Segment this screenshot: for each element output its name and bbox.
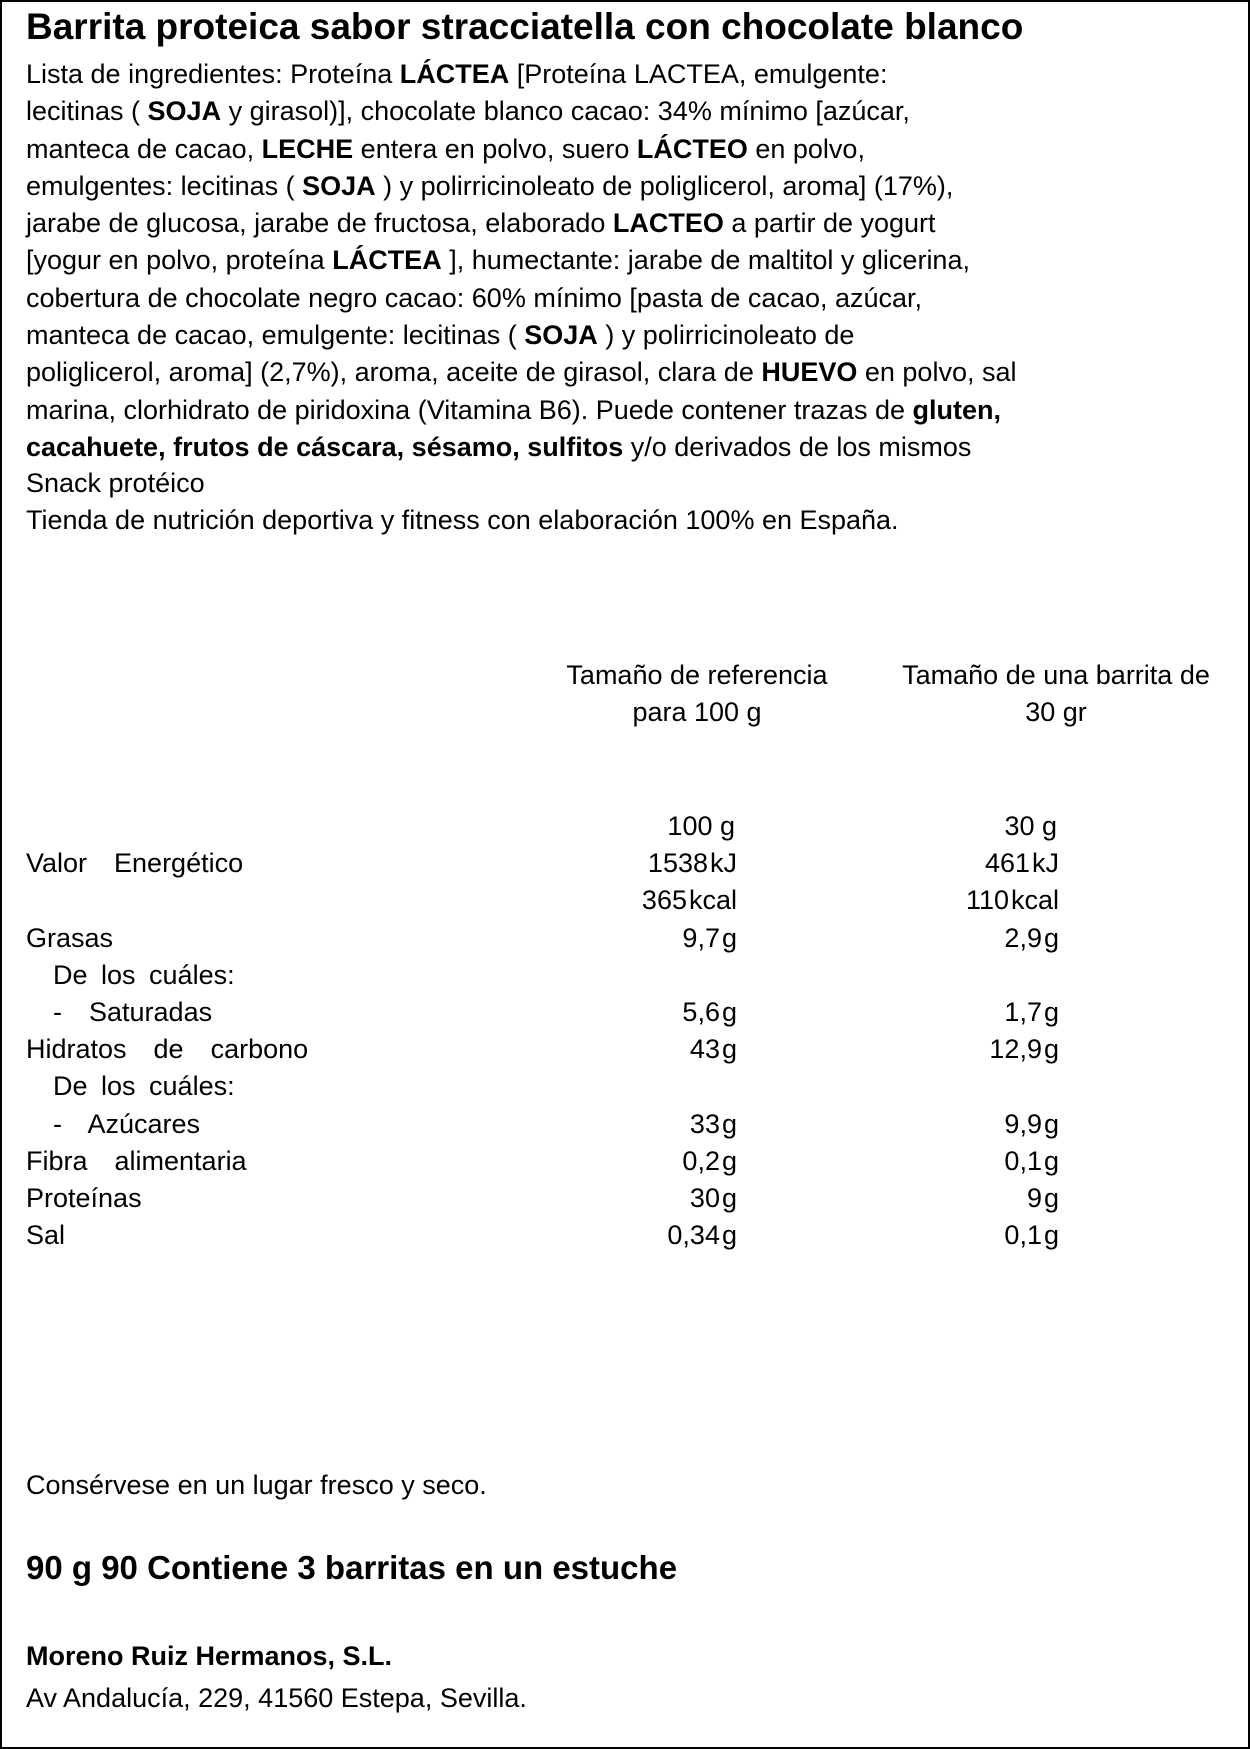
value-per-100g bbox=[690, 1180, 737, 1217]
ingredients-text: y girasol)], chocolate blanco cacao: 34% mínimo [azúcar, bbox=[221, 96, 910, 127]
ingredients-text: en polvo, sal bbox=[857, 357, 1017, 388]
nutrient-amount: 100 g bbox=[667, 811, 735, 841]
value-per-bar bbox=[1027, 1180, 1059, 1217]
nutrient-unit: g bbox=[721, 1034, 737, 1065]
package-contents: 90 g 90 Contiene 3 barritas en un estuche bbox=[26, 1549, 678, 1586]
value-per-100g bbox=[690, 1106, 737, 1143]
nutrient-unit: kcal bbox=[1010, 885, 1059, 916]
nutrient-unit: kcal bbox=[688, 885, 737, 916]
nutrient-unit: g bbox=[1043, 1108, 1059, 1139]
nutrient-label: Fibra alimentaria bbox=[26, 1145, 247, 1176]
value-per-bar bbox=[1057, 1068, 1059, 1105]
nutrient-unit: g bbox=[1043, 997, 1059, 1027]
value-per-bar bbox=[985, 845, 1059, 882]
value-per-bar bbox=[989, 1031, 1059, 1068]
ingredients-text: lecitinas ( bbox=[26, 96, 148, 127]
nutrient-unit: g bbox=[721, 1145, 737, 1176]
company-address: Av Andalucía, 229, 41560 Estepa, Sevilla. bbox=[26, 1683, 527, 1713]
nutrition-row bbox=[2, 1068, 1250, 1105]
nutrition-row bbox=[2, 920, 1250, 957]
ingredients-text: en polvo, bbox=[747, 133, 865, 164]
nutrient-amount: 0,1 bbox=[1004, 1220, 1042, 1251]
ingredients-line bbox=[26, 168, 1226, 205]
nutrient-unit: g bbox=[1043, 1145, 1059, 1176]
allergen-highlight: LACTEO bbox=[612, 208, 724, 239]
value-per-100g bbox=[642, 882, 737, 919]
allergen-highlight: gluten, bbox=[912, 394, 1001, 425]
nutrient-unit: g bbox=[1043, 1034, 1059, 1065]
nutrient-label: Hidratos de carbono bbox=[26, 1034, 309, 1065]
ingredients-line bbox=[26, 93, 1226, 130]
nutrient-amount: 1538 bbox=[647, 848, 708, 879]
nutrition-row bbox=[2, 882, 1250, 919]
nutrient-amount: 2,9 bbox=[1004, 922, 1042, 953]
value-per-100g bbox=[667, 808, 737, 845]
nutrient-unit: g bbox=[721, 922, 737, 953]
value-per-bar bbox=[1004, 920, 1059, 957]
nutrient-amount: 9,7 bbox=[682, 922, 720, 953]
ingredients-text: entera en polvo, suero bbox=[353, 133, 637, 164]
nutrition-row bbox=[2, 994, 1250, 1031]
nutrient-unit: g bbox=[721, 1183, 737, 1213]
value-per-100g bbox=[667, 1217, 737, 1254]
ingredients-line bbox=[26, 280, 1226, 317]
nutrient-unit: kJ bbox=[710, 848, 737, 879]
allergen-highlight: LECHE bbox=[261, 133, 354, 164]
value-per-100g bbox=[735, 1068, 737, 1105]
value-per-bar bbox=[1057, 957, 1059, 994]
column-header-per-100g-line1: Tamaño de referencia bbox=[566, 660, 828, 690]
nutrient-amount: 1,7 bbox=[1004, 997, 1042, 1027]
nutrient-amount: 0,2 bbox=[682, 1145, 720, 1176]
column-header-per-100g bbox=[532, 657, 862, 731]
column-header-per-bar bbox=[870, 657, 1242, 731]
nutrition-row bbox=[2, 1143, 1250, 1180]
value-per-100g bbox=[682, 994, 737, 1031]
value-per-bar bbox=[966, 882, 1059, 919]
ingredients-line bbox=[26, 205, 1226, 242]
nutrient-amount: 110 bbox=[965, 885, 1009, 916]
snack-label: Snack protéico bbox=[26, 468, 205, 498]
ingredients-text: manteca de cacao, emulgente: lecitinas ( bbox=[26, 320, 525, 351]
nutrient-unit: g bbox=[1043, 1183, 1059, 1213]
ingredients-text: ], humectante: jarabe de maltitol y glicerina, bbox=[441, 245, 970, 276]
ingredients-line bbox=[26, 429, 1226, 466]
allergen-highlight: SOJA bbox=[147, 96, 222, 127]
nutrient-unit: g bbox=[1043, 1220, 1059, 1251]
nutrient-amount: 9,9 bbox=[1004, 1108, 1042, 1139]
column-header-per-bar-line2: 30 gr bbox=[1025, 697, 1087, 727]
ingredients-line bbox=[26, 392, 1226, 429]
ingredients-text: cobertura de chocolate negro cacao: 60% mínimo [pasta de cacao, azúcar, bbox=[26, 282, 923, 313]
ingredients-text: jarabe de glucosa, jarabe de fructosa, elaborado bbox=[26, 208, 613, 239]
allergen-highlight: LÁCTEA bbox=[399, 59, 510, 89]
nutrient-label: Sal bbox=[26, 1220, 66, 1251]
nutrition-row bbox=[2, 845, 1250, 882]
ingredients-text: a partir de yogurt bbox=[723, 208, 936, 239]
ingredients-text: manteca de cacao, bbox=[26, 133, 262, 164]
value-per-bar bbox=[1004, 994, 1059, 1031]
nutrient-amount: 9 bbox=[1026, 1183, 1042, 1213]
value-per-100g bbox=[682, 1143, 737, 1180]
nutrient-unit: g bbox=[721, 1220, 737, 1251]
value-per-bar bbox=[1004, 1217, 1059, 1254]
nutrient-unit: g bbox=[721, 1108, 737, 1139]
nutrient-amount: 461 bbox=[984, 848, 1030, 879]
ingredients-line bbox=[26, 317, 1226, 354]
nutrient-amount: 30 g bbox=[1004, 811, 1057, 841]
value-per-100g bbox=[690, 1031, 737, 1068]
store-description: Tienda de nutrición deportiva y fitness con elaboración 100% en España. bbox=[26, 505, 899, 535]
nutrient-label: De los cuáles: bbox=[26, 1071, 235, 1102]
column-header-per-100g-line2: para 100 g bbox=[632, 697, 762, 727]
ingredients-text: ) y polirricinoleato de poliglicerol, aroma] (17%), bbox=[375, 170, 954, 201]
ingredients-text: y/o derivados de los mismos bbox=[623, 431, 972, 462]
allergen-highlight: cacahuete, frutos de cáscara, sésamo, sulfitos bbox=[26, 431, 624, 462]
ingredients-text: emulgentes: lecitinas ( bbox=[26, 170, 303, 201]
nutrition-row bbox=[2, 808, 1250, 845]
ingredients-list bbox=[26, 56, 1226, 466]
nutrient-unit: g bbox=[1043, 922, 1059, 953]
nutrient-unit: kJ bbox=[1032, 848, 1059, 879]
ingredients-text: [yogur en polvo, proteína bbox=[26, 245, 333, 276]
nutrition-row bbox=[2, 1106, 1250, 1143]
product-title: Barrita proteica sabor stracciatella con chocolate blanco bbox=[26, 6, 1024, 47]
nutrition-row bbox=[2, 1217, 1250, 1254]
nutrient-label: Grasas bbox=[26, 922, 114, 953]
allergen-highlight: LÁCTEO bbox=[636, 133, 748, 164]
value-per-100g bbox=[682, 920, 737, 957]
ingredients-text: marina, clorhidrato de piridoxina (Vitamina B6). Puede contener trazas de bbox=[26, 394, 913, 425]
ingredients-line bbox=[26, 354, 1226, 391]
nutrition-row bbox=[2, 957, 1250, 994]
column-header-per-bar-line1: Tamaño de una barrita de bbox=[902, 660, 1210, 690]
ingredients-line bbox=[26, 56, 1226, 93]
value-per-bar bbox=[1004, 1106, 1059, 1143]
nutrient-amount: 12,9 bbox=[989, 1034, 1042, 1065]
value-per-bar bbox=[1004, 808, 1059, 845]
nutrient-label: De los cuáles: bbox=[26, 959, 235, 990]
nutrient-amount: 0,34 bbox=[667, 1220, 720, 1251]
nutrient-label: - Saturadas bbox=[26, 997, 213, 1027]
nutrient-amount: 30 bbox=[689, 1183, 720, 1213]
nutrient-amount: 43 bbox=[689, 1034, 720, 1065]
company-name: Moreno Ruiz Hermanos, S.L. bbox=[26, 1641, 393, 1671]
ingredients-line bbox=[26, 131, 1226, 168]
allergen-highlight: SOJA bbox=[524, 320, 598, 351]
value-per-100g bbox=[735, 957, 737, 994]
nutrient-unit: g bbox=[721, 997, 737, 1027]
value-per-100g bbox=[648, 845, 737, 882]
ingredients-line bbox=[26, 242, 1226, 279]
nutrient-amount: 33 bbox=[689, 1108, 720, 1139]
allergen-highlight: SOJA bbox=[302, 170, 376, 201]
storage-instructions: Consérvese en un lugar fresco y seco. bbox=[26, 1470, 487, 1500]
ingredients-text: Lista de ingredientes: Proteína bbox=[26, 59, 400, 89]
nutrient-amount: 0,1 bbox=[1004, 1145, 1042, 1176]
nutrient-label: - Azúcares bbox=[26, 1108, 201, 1139]
ingredients-text: poliglicerol, aroma] (2,7%), aroma, aceite de girasol, clara de bbox=[26, 357, 762, 388]
nutrition-row bbox=[2, 1031, 1250, 1068]
ingredients-text: [Proteína LACTEA, emulgente: bbox=[509, 59, 888, 89]
nutrient-label: Proteínas bbox=[26, 1183, 142, 1213]
allergen-highlight: HUEVO bbox=[761, 357, 858, 388]
nutrition-row bbox=[2, 1180, 1250, 1217]
ingredients-text: ) y polirricinoleato de bbox=[597, 320, 855, 351]
value-per-bar bbox=[1004, 1143, 1059, 1180]
nutrient-amount: 365 bbox=[641, 885, 687, 916]
nutrient-amount: 5,6 bbox=[682, 997, 720, 1027]
nutrient-label: Valor Energético bbox=[26, 848, 244, 879]
allergen-highlight: LÁCTEA bbox=[332, 245, 442, 276]
